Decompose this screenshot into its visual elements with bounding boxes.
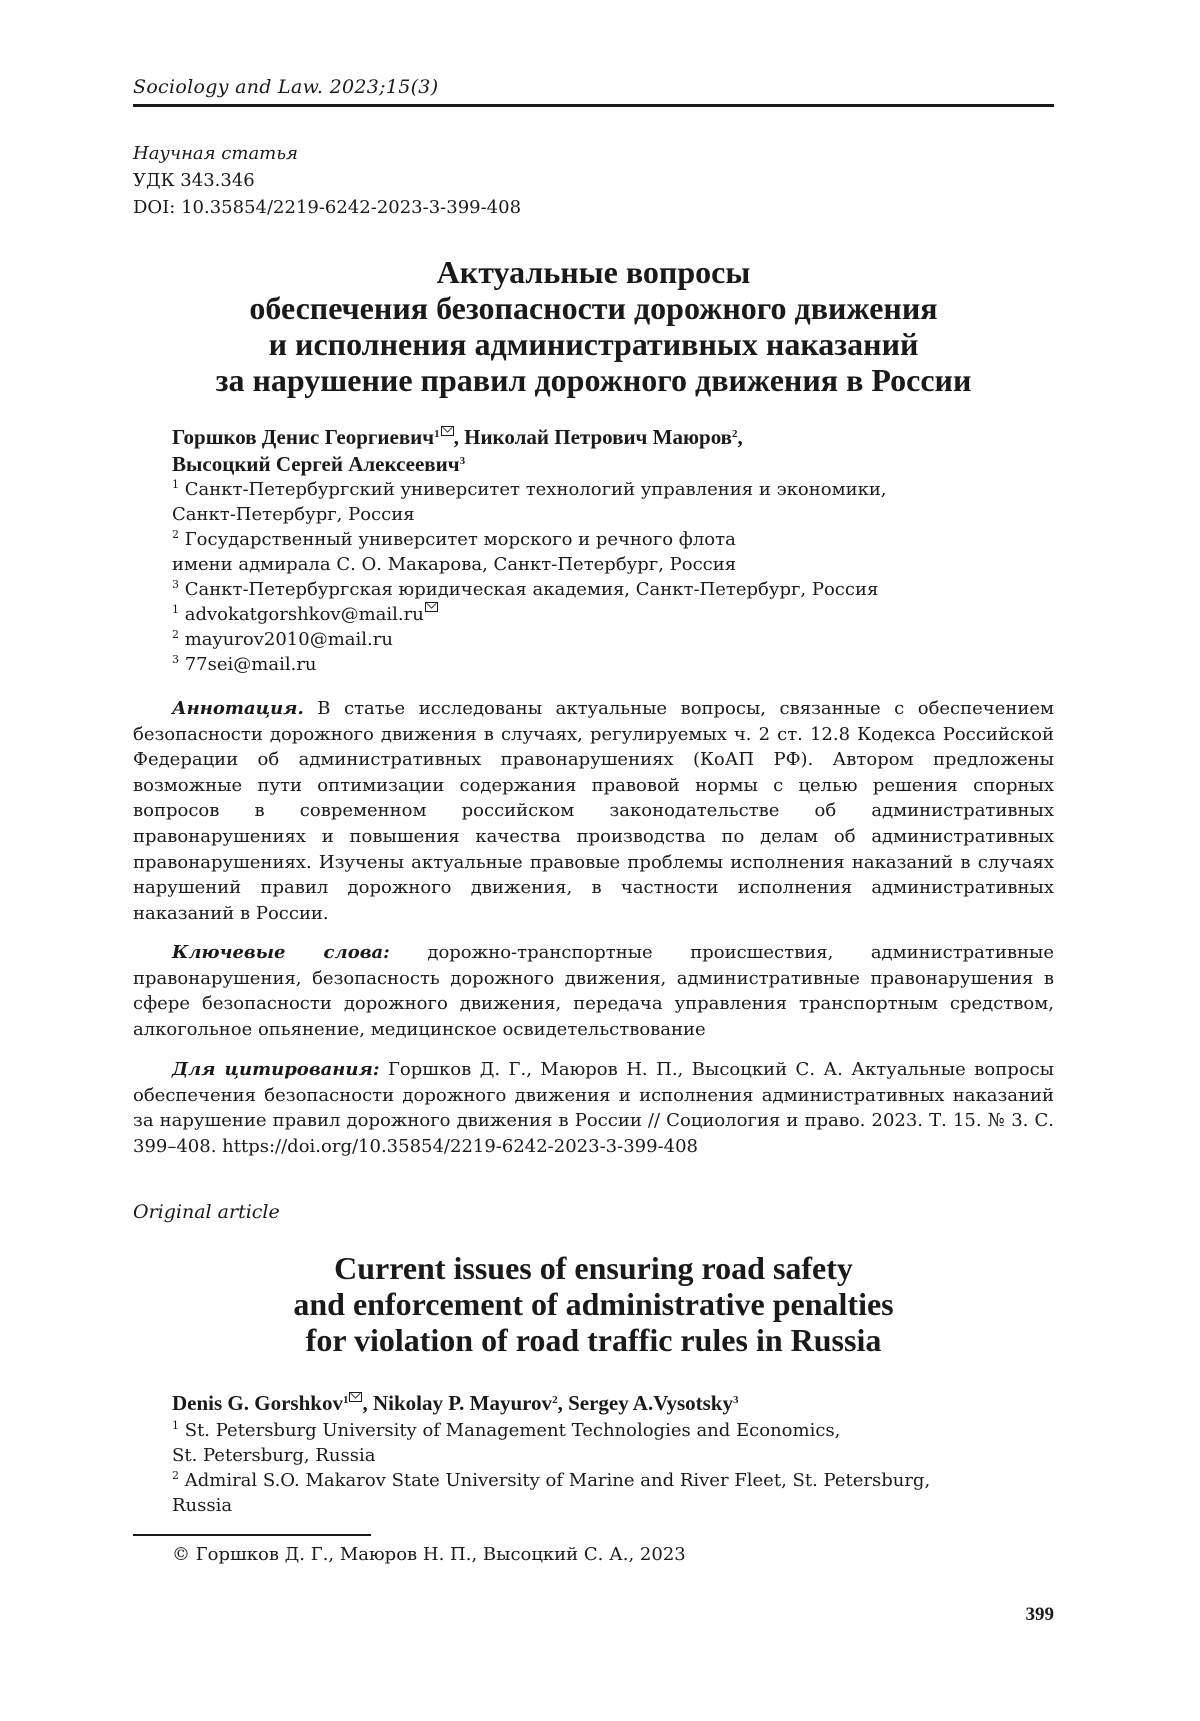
citation-text: Горшков Д. Г., Маюров Н. П., Высоцкий С. А. Актуальные вопросы обеспечения безопасности дорожного движения и исполнения административных наказаний за нарушение правил дорожного движения в России // Социология и право. 2023. Т. 15. № 3. С. 399–408. https://doi.org/10.35854/2219-6242-2023-3-399-408 [133,1059,1054,1157]
ru-affiliations: $^1$ Санкт-Петербургский университет технологий управления и экономики, Санкт-Петербург, Россия $^2$ Государственный университет морского и речного флота имени адмирала С. О. Макарова, Санкт-Петербург, Россия $^3$ Санкт-Петербургская юридическая академия, Санкт-Петербург, Россия $^1$ advokatgorshkov@mail.ru $^2$ mayurov2010@mail.ru $^3$ 77sei@mail.ru [172,478,887,675]
keywords-label: Ключевые слова: [172,942,390,963]
email-link[interactable]: advokatgorshkov@mail.ru [184,604,424,625]
ru-author-3: Высоцкий Сергей Алексеевич [172,452,460,476]
ru-email-3: $^3$ 77sei@mail.ru [172,653,317,675]
envelope-icon [349,1392,362,1402]
udk: УДК 343.346 [133,170,255,191]
ru-affiliation-3: $^3$ Санкт-Петербургская юридическая академия, Санкт-Петербург, Россия [172,578,879,600]
email-link[interactable]: mayurov2010@mail.ru [184,629,393,650]
en-author-3: Sergey A.Vysotsky [568,1391,733,1415]
keywords [133,940,1054,1042]
ru-title-line: за нарушение правил дорожного движения в России [215,362,972,398]
en-author-2: Nikolay P. Mayurov [372,1391,553,1415]
en-affiliation-1: $^1$ St. Petersburg University of Management Technologies and Economics, [172,1419,841,1441]
ru-title-line: Актуальные вопросы [436,254,751,290]
article-meta [133,140,521,221]
en-title-line: and enforcement of administrative penalties [293,1286,894,1322]
ru-title-line: и исполнения административных наказаний [268,326,919,362]
ru-title [133,254,1054,398]
ru-email-2: $^2$ mayurov2010@mail.ru [172,628,393,650]
en-title-line: for violation of road traffic rules in Russia [305,1322,882,1358]
envelope-icon [441,426,454,436]
en-authors: Denis G. Gorshkov$^1$ , Nikolay P. Mayurov$^2$, Sergey A.Vysotsky$^3$ [172,1391,739,1415]
abstract-label: Аннотация. [172,698,304,719]
abstract-text: В статье исследованы актуальные вопросы, связанные с обеспечением безопасности дорожного движения в случаях, регулируемых ч. 2 ст. 12.8 Кодекса Российской Федерации об административных правонарушениях (КоАП РФ). Автором предложены возможные пути оптимизации содержания правовой нормы с целью решения спорных вопросов в современном российском законодательстве об административных правонарушениях и повышения качества производства по делам об административных правонарушениях. Изучены актуальные правовые проблемы исполнения наказаний в случаях нарушений правил дорожного движения, в частности исполнения административных наказаний в России. [133,698,1054,924]
original-article-label: Original article [133,1201,280,1223]
citation-label: Для цитирования: [172,1059,380,1080]
ru-email-1: $^1$ advokatgorshkov@mail.ru [172,602,887,627]
ru-title-line: обеспечения безопасности дорожного движения [249,290,938,326]
email-link[interactable]: 77sei@mail.ru [184,654,317,675]
en-affiliations: $^1$ St. Petersburg University of Management Technologies and Economics, St. Petersburg, Russia $^2$ Admiral S.O. Makarov State University of Marine and River Fleet, St. Petersburg, Russia [172,1419,931,1516]
header-rule [133,104,1054,107]
keywords-text: дорожно-транспортные происшествия, административные правонарушения, безопасность дорожного движения, административные правонарушения в сфере безопасности дорожного движения, передача управления транспортным средством, алкогольное опьянение, медицинское освидетельствование [133,942,1054,1040]
envelope-icon [425,602,438,612]
article-type: Научная статья [133,143,298,164]
ru-author-2: Николай Петрович Маюров [464,425,733,449]
citation [133,1057,1054,1159]
journal-header: Sociology and Law. 2023;15(3) [133,76,439,98]
ru-affiliation-1: $^1$ Санкт-Петербургский университет технологий управления и экономики, [172,478,887,500]
ru-affiliation-2: $^2$ Государственный университет морского и речного флота [172,528,736,550]
ru-author-1: Горшков Денис Георгиевич [172,425,435,449]
en-title [133,1250,1054,1358]
en-author-1: Denis G. Gorshkov [172,1391,343,1415]
en-title-line: Current issues of ensuring road safety [334,1250,853,1286]
page-number: 399 [1025,1604,1054,1625]
en-affiliation-2: $^2$ Admiral S.O. Makarov State University of Marine and River Fleet, St. Petersburg, [172,1469,931,1491]
copyright: © Горшков Д. Г., Маюров Н. П., Высоцкий С. А., 2023 [172,1544,686,1565]
ru-authors: Горшков Денис Георгиевич$^1$ , Николай Петрович Маюров$^2$, Высоцкий Сергей Алексеевич$^3$ [172,425,743,476]
doi: DOI: 10.35854/2219-6242-2023-3-399-408 [133,197,522,218]
footnote-rule [133,1534,371,1536]
abstract [133,696,1054,926]
